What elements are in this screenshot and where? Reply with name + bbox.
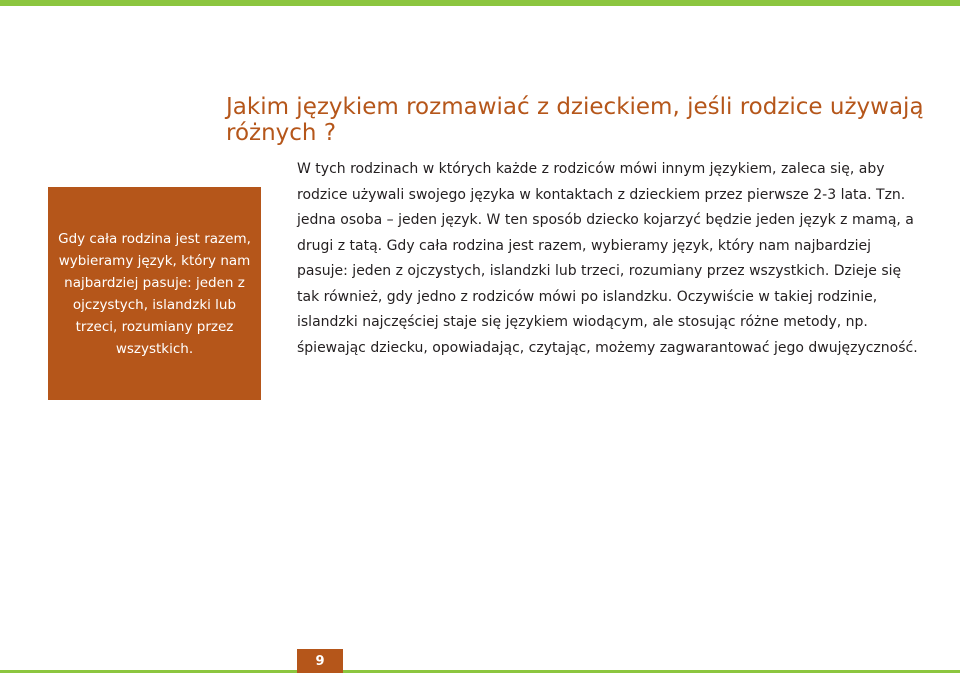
- page-number: [297, 649, 343, 673]
- body-paragraph: W tych rodzinach w których każde z rodziców mówi innym językiem, zaleca się, aby rodzice używali swojego języka w kontaktach z dzieckiem przez pierwsze 2-3 lata. Tzn. jedna osoba – jeden język. W ten sposób dziecko kojarzyć będzie jeden język z mamą, a drugi z tatą. Gdy cała rodzina jest razem, wybieramy język, który nam najbardziej pasuje: jeden z ojczystych, islandzki lub trzeci, rozumiany przez wszystkich. Dzieje się tak również, gdy jedno z rodziców mówi po islandzku. Oczywiście w takiej rodzinie, islandzki najczęściej staje się językiem wiodącym, ale stosując różne metody, np. śpiewając dziecku, opowiadając, czytając, możemy zagwarantować jego dwujęzyczność.: [297, 161, 918, 356]
- page-title: Jakim językiem rozmawiać z dzieckiem, jeśli rodzice używają różnych ?: [226, 94, 924, 146]
- sidebar-quote-text: Gdy cała rodzina jest razem, wybieramy język, który nam najbardziej pasuje: jeden z ojczystych, islandzki lub trzeci, rozumiany przez wszystkich.: [58, 230, 251, 357]
- sidebar-quote-box: [48, 187, 261, 400]
- top-accent-bar: [0, 0, 960, 6]
- page-number-label: 9: [315, 653, 325, 669]
